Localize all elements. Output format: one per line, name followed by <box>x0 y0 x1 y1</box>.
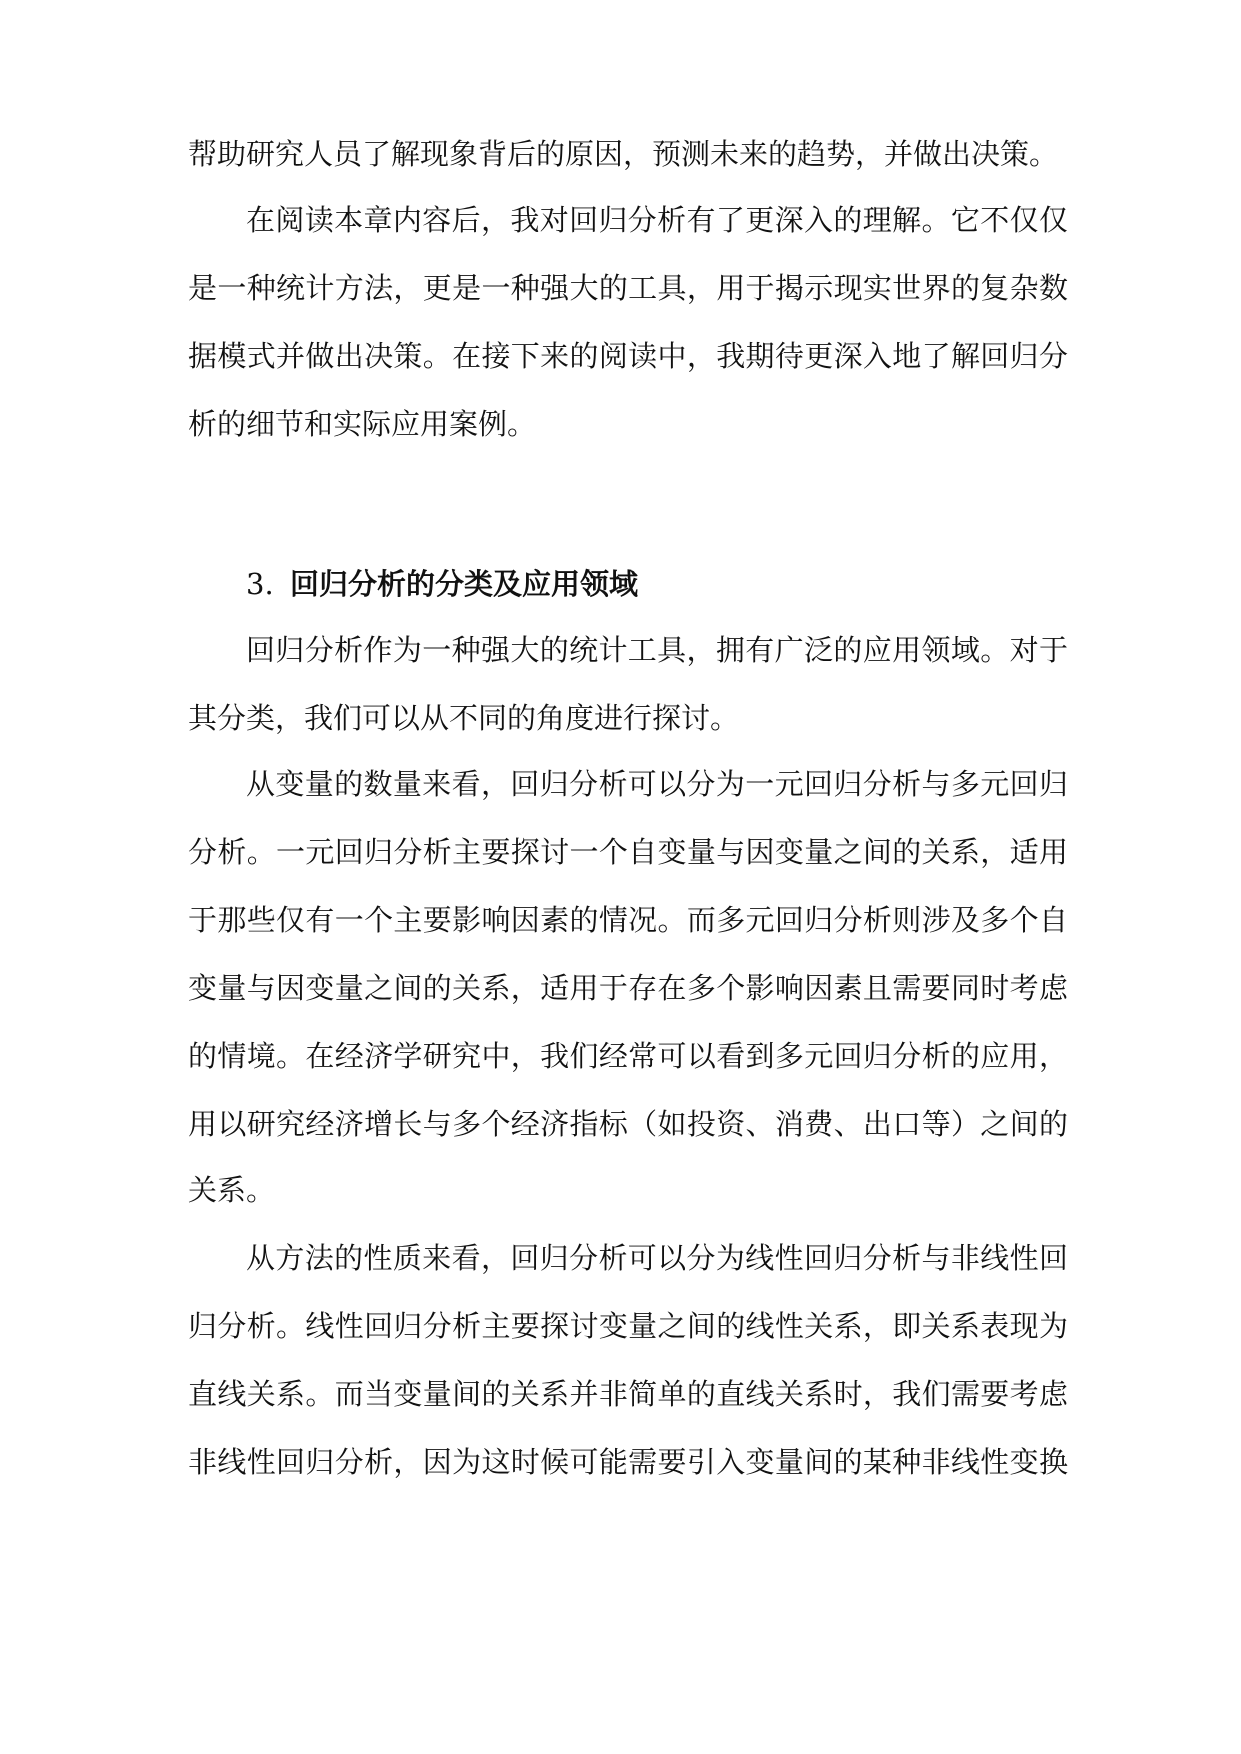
section-heading <box>246 562 638 606</box>
paragraph-line: 其分类，我们可以从不同的角度进行探讨。 <box>188 701 740 735</box>
paragraph-line: 据模式并做出决策。在接下来的阅读中，我期待更深入地了解回归分 <box>188 339 1068 373</box>
paragraph-line: 归分析。线性回归分析主要探讨变量之间的线性关系，即关系表现为 <box>188 1309 1068 1343</box>
paragraph-line: 用以研究经济增长与多个经济指标（如投资、消费、出口等）之间的 <box>188 1107 1068 1141</box>
paragraph-line: 直线关系。而当变量间的关系并非简单的直线关系时，我们需要考虑 <box>188 1377 1068 1411</box>
paragraph-line: 于那些仅有一个主要影响因素的情况。而多元回归分析则涉及多个自 <box>188 903 1068 937</box>
paragraph-line: 从变量的数量来看，回归分析可以分为一元回归分析与多元回归 <box>246 767 1068 801</box>
paragraph-line: 回归分析作为一种强大的统计工具，拥有广泛的应用领域。对于 <box>246 633 1068 667</box>
paragraph-line: 关系。 <box>188 1173 276 1207</box>
paragraph-line: 析的细节和实际应用案例。 <box>188 407 537 441</box>
paragraph-line: 的情境。在经济学研究中，我们经常可以看到多元回归分析的应用， <box>188 1039 1068 1073</box>
paragraph-line: 分析。一元回归分析主要探讨一个自变量与因变量之间的关系，适用 <box>188 835 1068 869</box>
paragraph-line: 从方法的性质来看，回归分析可以分为线性回归分析与非线性回 <box>246 1241 1068 1275</box>
section-title: 回归分析的分类及应用领域 <box>290 567 639 601</box>
paragraph-line: 在阅读本章内容后，我对回归分析有了更深入的理解。它不仅仅 <box>246 203 1068 237</box>
section-number: 3. <box>246 567 274 601</box>
paragraph-line: 非线性回归分析，因为这时候可能需要引入变量间的某种非线性变换 <box>188 1445 1068 1479</box>
paragraph-line: 变量与因变量之间的关系，适用于存在多个影响因素且需要同时考虑 <box>188 971 1068 1005</box>
paragraph-line: 是一种统计方法，更是一种强大的工具，用于揭示现实世界的复杂数 <box>188 271 1068 305</box>
paragraph-line: 帮助研究人员了解现象背后的原因，预测未来的趋势，并做出决策。 <box>188 137 1059 171</box>
